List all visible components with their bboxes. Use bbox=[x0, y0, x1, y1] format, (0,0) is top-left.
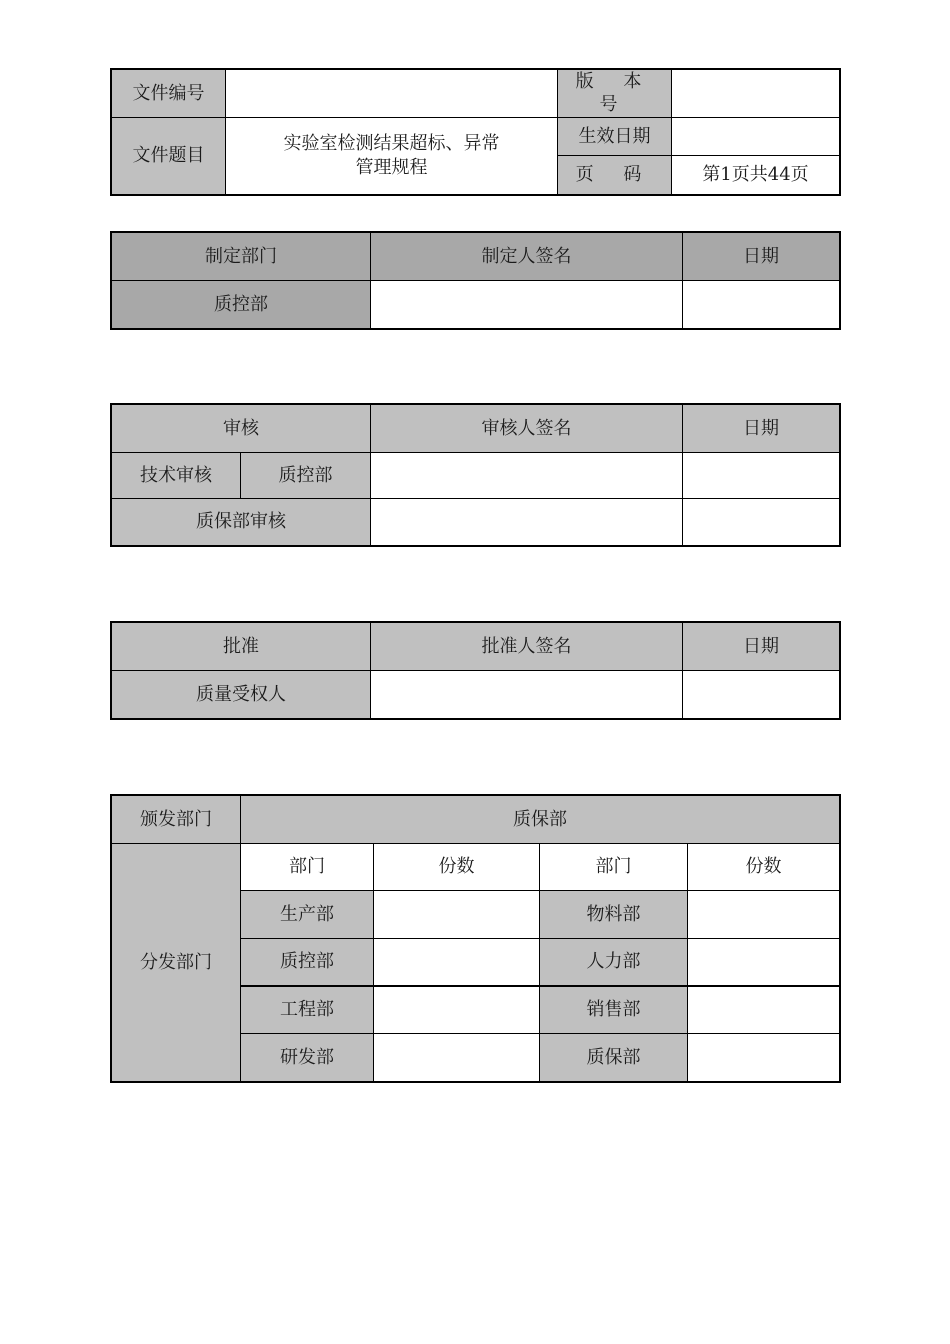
dist-copies-left bbox=[374, 1034, 540, 1082]
maker-signature-header: 制定人签名 bbox=[371, 233, 683, 281]
maker-table bbox=[111, 232, 840, 329]
dist-copies-right bbox=[688, 939, 840, 986]
technical-review-date bbox=[683, 453, 840, 499]
copies-header-left: 份数 bbox=[374, 844, 540, 891]
dist-dept-right: 物料部 bbox=[540, 891, 688, 939]
review-header: 审核 bbox=[112, 405, 371, 453]
review-signature-header: 审核人签名 bbox=[371, 405, 683, 453]
dept-header-left: 部门 bbox=[241, 844, 374, 891]
qualified-person-date bbox=[683, 671, 840, 719]
document-header-table bbox=[111, 69, 840, 195]
title-label: 文件题目 bbox=[112, 117, 226, 194]
document-title-line1: 实验室检测结果超标、异常 bbox=[283, 133, 500, 155]
page-label: 页 码 bbox=[558, 155, 672, 194]
maker-dept-header: 制定部门 bbox=[112, 233, 371, 281]
dept-header-right: 部门 bbox=[540, 844, 688, 891]
document-title bbox=[226, 117, 558, 194]
dist-dept-left: 研发部 bbox=[241, 1034, 374, 1082]
dist-dept-left: 生产部 bbox=[241, 891, 374, 939]
distribution-dept-label: 分发部门 bbox=[112, 844, 241, 1082]
maker-date-header: 日期 bbox=[683, 233, 840, 281]
effective-date-label: 生效日期 bbox=[558, 117, 672, 155]
dist-copies-right bbox=[688, 891, 840, 939]
technical-review-signature bbox=[371, 453, 683, 499]
dist-copies-left bbox=[374, 939, 540, 986]
dist-dept-right: 销售部 bbox=[540, 986, 688, 1034]
approval-header: 批准 bbox=[112, 623, 371, 671]
doc-no-value bbox=[226, 70, 558, 118]
dist-dept-right: 质保部 bbox=[540, 1034, 688, 1082]
qa-review-date bbox=[683, 499, 840, 546]
maker-date bbox=[683, 281, 840, 329]
review-table bbox=[111, 404, 840, 546]
dist-copies-left bbox=[374, 986, 540, 1034]
maker-dept: 质控部 bbox=[112, 281, 371, 329]
version-label: 版 本 号 bbox=[558, 70, 672, 118]
approval-date-header: 日期 bbox=[683, 623, 840, 671]
technical-review-label: 技术审核 bbox=[112, 453, 241, 499]
page-value: 第1页共44页 bbox=[672, 155, 840, 194]
effective-date-value bbox=[672, 117, 840, 155]
dist-dept-left: 质控部 bbox=[241, 939, 374, 986]
issuing-dept-value: 质保部 bbox=[241, 796, 840, 844]
doc-no-label: 文件编号 bbox=[112, 70, 226, 118]
dist-copies-right bbox=[688, 1034, 840, 1082]
copies-header-right: 份数 bbox=[688, 844, 840, 891]
distribution-table bbox=[111, 795, 840, 1082]
technical-review-dept: 质控部 bbox=[241, 453, 371, 499]
maker-signature bbox=[371, 281, 683, 329]
document-title-line2: 管理规程 bbox=[355, 156, 428, 178]
dist-copies-left bbox=[374, 891, 540, 939]
approval-table bbox=[111, 622, 840, 719]
qualified-person-label: 质量受权人 bbox=[112, 671, 371, 719]
qualified-person-signature bbox=[371, 671, 683, 719]
dist-copies-right bbox=[688, 986, 840, 1034]
approval-signature-header: 批准人签名 bbox=[371, 623, 683, 671]
dist-dept-right: 人力部 bbox=[540, 939, 688, 986]
issuing-dept-label: 颁发部门 bbox=[112, 796, 241, 844]
qa-review-label: 质保部审核 bbox=[112, 499, 371, 546]
qa-review-signature bbox=[371, 499, 683, 546]
review-date-header: 日期 bbox=[683, 405, 840, 453]
dist-dept-left: 工程部 bbox=[241, 986, 374, 1034]
version-value bbox=[672, 70, 840, 118]
